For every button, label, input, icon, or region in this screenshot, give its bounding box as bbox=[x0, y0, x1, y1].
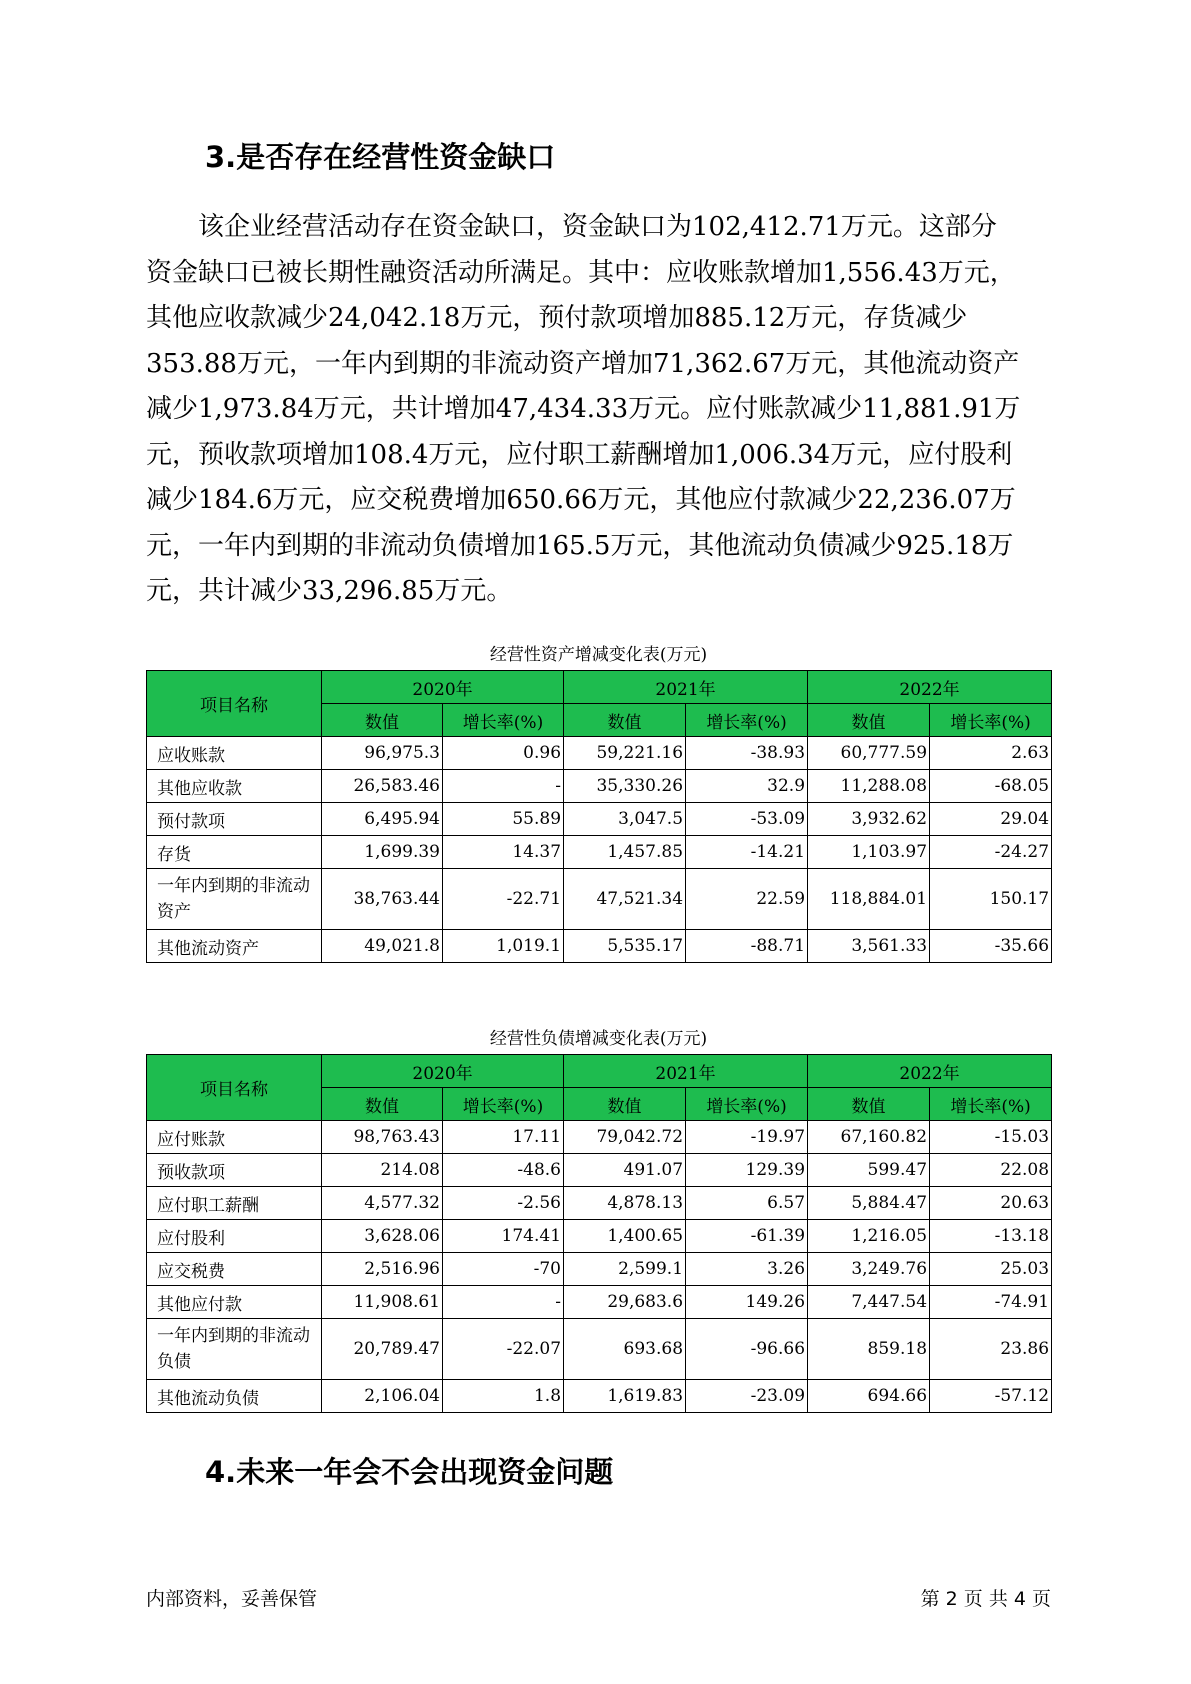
growth-rate-cell: 6.57 bbox=[686, 1187, 808, 1220]
paragraph-line: 资金缺口已被长期性融资活动所满足。其中：应收账款增加1,556.43万元， bbox=[146, 257, 1016, 288]
item-name-header: 项目名称 bbox=[147, 671, 322, 737]
row-item-name: 应付股利 bbox=[147, 1220, 322, 1253]
value-cell: 67,160.82 bbox=[808, 1121, 930, 1154]
value-cell: 47,521.34 bbox=[564, 869, 686, 930]
table-1-caption: 经营性资产增减变化表(万元) bbox=[489, 645, 708, 665]
table-2-caption: 经营性负债增减变化表(万元) bbox=[489, 1029, 708, 1049]
operating-liabilities-table bbox=[146, 1054, 1052, 1413]
value-header: 数值 bbox=[808, 1088, 930, 1121]
section-4-heading: 4.未来一年会不会出现资金问题 bbox=[205, 1455, 614, 1489]
growth-rate-cell: -96.66 bbox=[686, 1319, 808, 1380]
growth-rate-cell: -70 bbox=[443, 1253, 564, 1286]
growth-rate-cell: 17.11 bbox=[443, 1121, 564, 1154]
table-row bbox=[147, 1380, 1052, 1413]
value-cell: 3,249.76 bbox=[808, 1253, 930, 1286]
rate-header: 增长率(%) bbox=[686, 1088, 808, 1121]
growth-rate-cell: - bbox=[443, 1286, 564, 1319]
growth-rate-cell: 22.08 bbox=[930, 1154, 1052, 1187]
growth-rate-cell: - bbox=[443, 770, 564, 803]
value-cell: 5,535.17 bbox=[564, 930, 686, 963]
body-paragraph bbox=[146, 205, 1051, 615]
row-item-name: 一年内到期的非流动资产 bbox=[147, 869, 322, 930]
rate-header: 增长率(%) bbox=[686, 704, 808, 737]
table-row bbox=[147, 836, 1052, 869]
table-row bbox=[147, 803, 1052, 836]
growth-rate-cell: -48.6 bbox=[443, 1154, 564, 1187]
year-header: 2022年 bbox=[808, 671, 1052, 704]
year-header: 2021年 bbox=[564, 1055, 808, 1088]
paragraph-line: 该企业经营活动存在资金缺口，资金缺口为102,412.71万元。这部分 bbox=[198, 212, 997, 242]
value-cell: 491.07 bbox=[564, 1154, 686, 1187]
growth-rate-cell: -74.91 bbox=[930, 1286, 1052, 1319]
value-cell: 2,599.1 bbox=[564, 1253, 686, 1286]
value-cell: 60,777.59 bbox=[808, 737, 930, 770]
paragraph-line: 353.88万元，一年内到期的非流动资产增加71,362.67万元，其他流动资产 bbox=[146, 348, 1020, 379]
operating-assets-table bbox=[146, 670, 1052, 963]
value-cell: 5,884.47 bbox=[808, 1187, 930, 1220]
value-cell: 6,495.94 bbox=[322, 803, 443, 836]
value-cell: 29,683.6 bbox=[564, 1286, 686, 1319]
year-header: 2022年 bbox=[808, 1055, 1052, 1088]
value-cell: 96,975.3 bbox=[322, 737, 443, 770]
growth-rate-cell: -38.93 bbox=[686, 737, 808, 770]
footer-confidential-note: 内部资料，妥善保管 bbox=[146, 1588, 318, 1610]
row-item-name: 应付职工薪酬 bbox=[147, 1187, 322, 1220]
growth-rate-cell: -2.56 bbox=[443, 1187, 564, 1220]
growth-rate-cell: 22.59 bbox=[686, 869, 808, 930]
paragraph-line: 元，一年内到期的非流动负债增加165.5万元，其他流动负债减少925.18万 bbox=[146, 530, 1014, 561]
row-item-name: 其他应收款 bbox=[147, 770, 322, 803]
growth-rate-cell: 29.04 bbox=[930, 803, 1052, 836]
value-cell: 694.66 bbox=[808, 1380, 930, 1413]
value-cell: 1,619.83 bbox=[564, 1380, 686, 1413]
value-cell: 2,106.04 bbox=[322, 1380, 443, 1413]
table-row bbox=[147, 930, 1052, 963]
growth-rate-cell: -13.18 bbox=[930, 1220, 1052, 1253]
value-cell: 1,400.65 bbox=[564, 1220, 686, 1253]
growth-rate-cell: 20.63 bbox=[930, 1187, 1052, 1220]
value-cell: 3,628.06 bbox=[322, 1220, 443, 1253]
table-row bbox=[147, 1121, 1052, 1154]
value-cell: 1,457.85 bbox=[564, 836, 686, 869]
growth-rate-cell: -22.07 bbox=[443, 1319, 564, 1380]
row-item-name: 应收账款 bbox=[147, 737, 322, 770]
row-item-name: 其他应付款 bbox=[147, 1286, 322, 1319]
growth-rate-cell: -61.39 bbox=[686, 1220, 808, 1253]
value-cell: 98,763.43 bbox=[322, 1121, 443, 1154]
year-header: 2021年 bbox=[564, 671, 808, 704]
paragraph-line: 元，预收款项增加108.4万元，应付职工薪酬增加1,006.34万元，应付股利 bbox=[146, 439, 1013, 470]
value-cell: 599.47 bbox=[808, 1154, 930, 1187]
growth-rate-cell: -14.21 bbox=[686, 836, 808, 869]
growth-rate-cell: -15.03 bbox=[930, 1121, 1052, 1154]
growth-rate-cell: -24.27 bbox=[930, 836, 1052, 869]
value-cell: 3,561.33 bbox=[808, 930, 930, 963]
value-header: 数值 bbox=[322, 1088, 443, 1121]
value-header: 数值 bbox=[808, 704, 930, 737]
table-row bbox=[147, 1286, 1052, 1319]
value-cell: 1,699.39 bbox=[322, 836, 443, 869]
row-item-name: 预收款项 bbox=[147, 1154, 322, 1187]
row-item-name: 其他流动负债 bbox=[147, 1380, 322, 1413]
year-header: 2020年 bbox=[322, 671, 564, 704]
value-header: 数值 bbox=[564, 1088, 686, 1121]
growth-rate-cell: 55.89 bbox=[443, 803, 564, 836]
value-cell: 1,103.97 bbox=[808, 836, 930, 869]
growth-rate-cell: 3.26 bbox=[686, 1253, 808, 1286]
table-row bbox=[147, 770, 1052, 803]
growth-rate-cell: -88.71 bbox=[686, 930, 808, 963]
growth-rate-cell: -19.97 bbox=[686, 1121, 808, 1154]
growth-rate-cell: 1.8 bbox=[443, 1380, 564, 1413]
rate-header: 增长率(%) bbox=[443, 704, 564, 737]
table-row bbox=[147, 1187, 1052, 1220]
value-cell: 79,042.72 bbox=[564, 1121, 686, 1154]
value-cell: 38,763.44 bbox=[322, 869, 443, 930]
value-cell: 3,932.62 bbox=[808, 803, 930, 836]
value-cell: 11,288.08 bbox=[808, 770, 930, 803]
row-item-name: 预付款项 bbox=[147, 803, 322, 836]
row-item-name: 应交税费 bbox=[147, 1253, 322, 1286]
growth-rate-cell: 25.03 bbox=[930, 1253, 1052, 1286]
value-cell: 49,021.8 bbox=[322, 930, 443, 963]
growth-rate-cell: 32.9 bbox=[686, 770, 808, 803]
row-item-name: 其他流动资产 bbox=[147, 930, 322, 963]
value-cell: 693.68 bbox=[564, 1319, 686, 1380]
value-header: 数值 bbox=[564, 704, 686, 737]
value-cell: 2,516.96 bbox=[322, 1253, 443, 1286]
table-row bbox=[147, 1154, 1052, 1187]
rate-header: 增长率(%) bbox=[930, 1088, 1052, 1121]
table-row bbox=[147, 737, 1052, 770]
growth-rate-cell: -22.71 bbox=[443, 869, 564, 930]
growth-rate-cell: 174.41 bbox=[443, 1220, 564, 1253]
value-cell: 11,908.61 bbox=[322, 1286, 443, 1319]
item-name-header: 项目名称 bbox=[147, 1055, 322, 1121]
paragraph-line: 减少184.6万元，应交税费增加650.66万元，其他应付款减少22,236.07万 bbox=[146, 485, 1016, 515]
value-cell: 3,047.5 bbox=[564, 803, 686, 836]
rate-header: 增长率(%) bbox=[930, 704, 1052, 737]
row-item-name: 应付账款 bbox=[147, 1121, 322, 1154]
growth-rate-cell: 0.96 bbox=[443, 737, 564, 770]
value-header: 数值 bbox=[322, 704, 443, 737]
growth-rate-cell: -23.09 bbox=[686, 1380, 808, 1413]
growth-rate-cell: 129.39 bbox=[686, 1154, 808, 1187]
value-cell: 859.18 bbox=[808, 1319, 930, 1380]
growth-rate-cell: 23.86 bbox=[930, 1319, 1052, 1380]
value-cell: 4,878.13 bbox=[564, 1187, 686, 1220]
value-cell: 20,789.47 bbox=[322, 1319, 443, 1380]
growth-rate-cell: 149.26 bbox=[686, 1286, 808, 1319]
row-item-name: 存货 bbox=[147, 836, 322, 869]
year-header: 2020年 bbox=[322, 1055, 564, 1088]
table-row bbox=[147, 1319, 1052, 1380]
value-cell: 35,330.26 bbox=[564, 770, 686, 803]
growth-rate-cell: 1,019.1 bbox=[443, 930, 564, 963]
growth-rate-cell: -57.12 bbox=[930, 1380, 1052, 1413]
table-row bbox=[147, 1253, 1052, 1286]
growth-rate-cell: -53.09 bbox=[686, 803, 808, 836]
growth-rate-cell: 2.63 bbox=[930, 737, 1052, 770]
growth-rate-cell: -68.05 bbox=[930, 770, 1052, 803]
paragraph-line: 其他应收款减少24,042.18万元，预付款项增加885.12万元，存货减少 bbox=[146, 303, 968, 333]
value-cell: 26,583.46 bbox=[322, 770, 443, 803]
growth-rate-cell: 14.37 bbox=[443, 836, 564, 869]
row-item-name: 一年内到期的非流动负债 bbox=[147, 1319, 322, 1380]
footer-page-number: 第 2 页 共 4 页 bbox=[920, 1588, 1051, 1610]
value-cell: 118,884.01 bbox=[808, 869, 930, 930]
value-cell: 214.08 bbox=[322, 1154, 443, 1187]
value-cell: 1,216.05 bbox=[808, 1220, 930, 1253]
growth-rate-cell: -35.66 bbox=[930, 930, 1052, 963]
paragraph-line: 减少1,973.84万元，共计增加47,434.33万元。应付账款减少11,881.91万 bbox=[146, 394, 1021, 424]
paragraph-line: 元，共计减少33,296.85万元。 bbox=[146, 576, 513, 606]
value-cell: 4,577.32 bbox=[322, 1187, 443, 1220]
section-3-heading: 3.是否存在经营性资金缺口 bbox=[205, 140, 556, 174]
rate-header: 增长率(%) bbox=[443, 1088, 564, 1121]
value-cell: 59,221.16 bbox=[564, 737, 686, 770]
table-row bbox=[147, 1220, 1052, 1253]
growth-rate-cell: 150.17 bbox=[930, 869, 1052, 930]
table-row bbox=[147, 869, 1052, 930]
value-cell: 7,447.54 bbox=[808, 1286, 930, 1319]
